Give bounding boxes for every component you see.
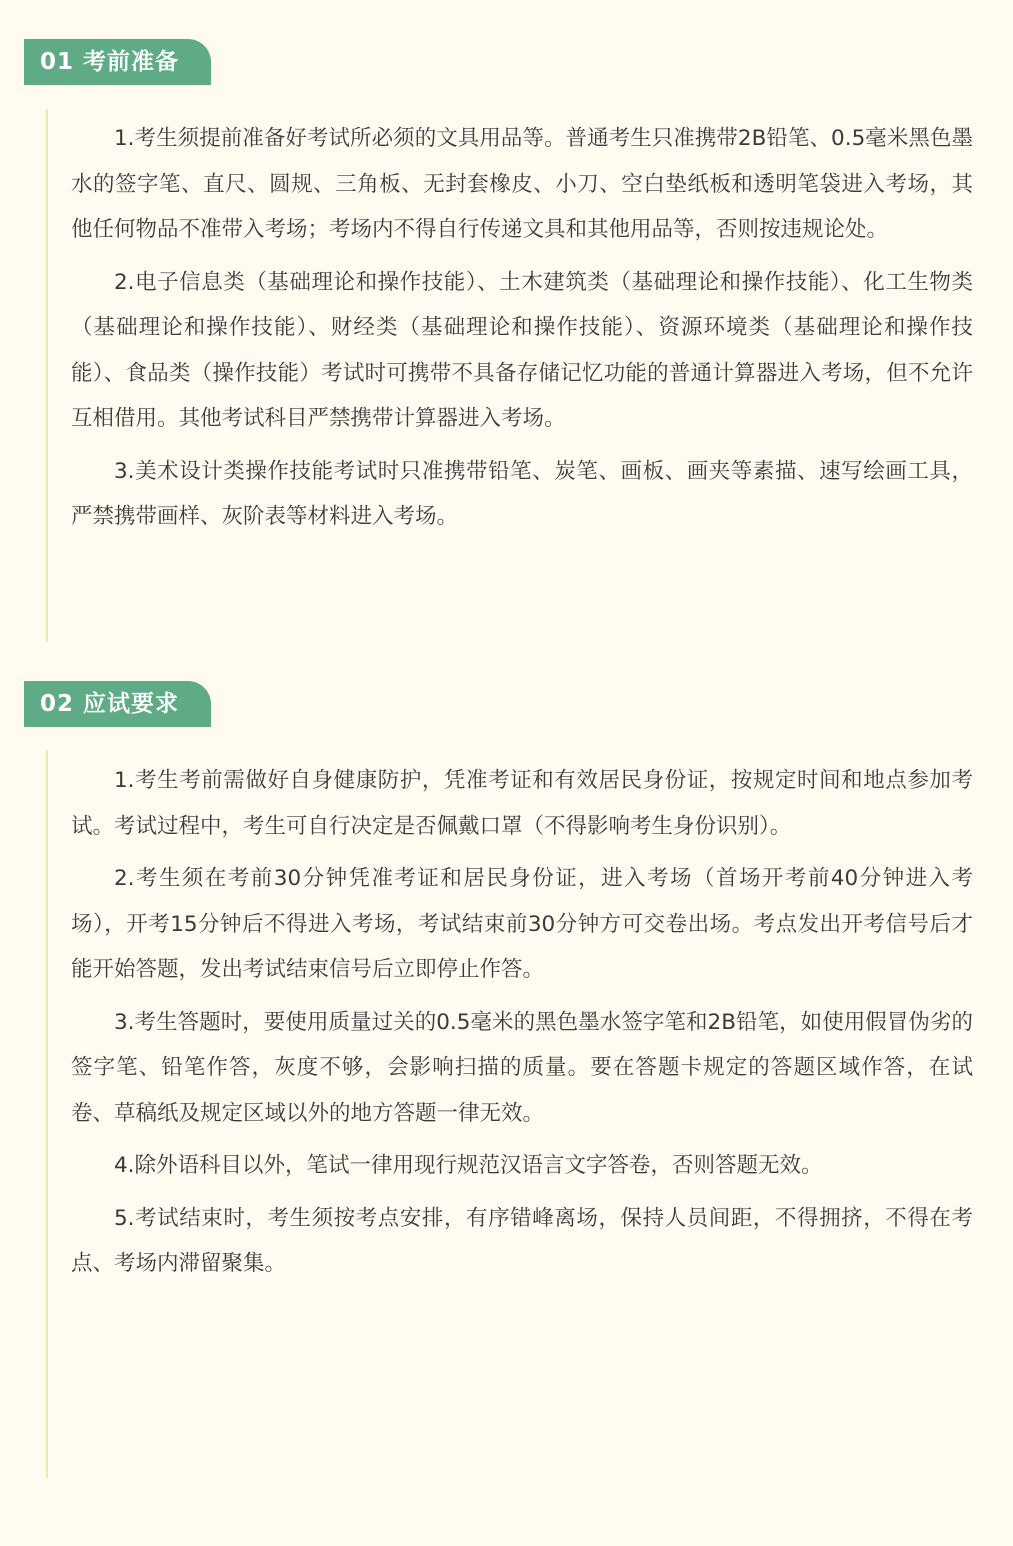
paragraph: 3.考生答题时，要使用质量过关的0.5毫米的黑色墨水签字笔和2B铅笔，如使用假冒伪劣的签字笔、铅笔作答，灰度不够，会影响扫描的质量。要在答题卡规定的答题区域作答，在试卷、草稿纸及规定区域以外的地方答题一律无效。 [71, 1009, 973, 1126]
paragraph: 4.除外语科目以外，笔试一律用现行规范汉语言文字答卷，否则答题无效。 [114, 1153, 823, 1178]
paragraph: 2.电子信息类（基础理论和操作技能）、土木建筑类（基础理论和操作技能）、化工生物类（基础理论和操作技能）、财经类（基础理论和操作技能）、资源环境类（基础理论和操作技能）、食品类（操作技能）考试时可携带不具备存储记忆功能的普通计算器进入考场，但不允许互相借用。其他考试科目严禁携带计算器进入考场。 [71, 269, 973, 431]
section-badge: 01 考前准备 [24, 39, 211, 85]
paragraph: 1.考生须提前准备好考试所必须的文具用品等。普通考生只准携带2B铅笔、0.5毫米黑色墨水的签字笔、直尺、圆规、三角板、无封套橡皮、小刀、空白垫纸板和透明笔袋进入考场，其他任何物品不准带入考场；考场内不得自行传递文具和其他用品等，否则按违规论处。 [71, 126, 973, 242]
section-content [46, 109, 1013, 642]
paragraph: 5.考试结束时，考生须按考点安排，有序错峰离场，保持人员间距，不得拥挤，不得在考点、考场内滞留聚集。 [71, 1205, 973, 1276]
section-content [46, 750, 1013, 1478]
paragraph: 3.美术设计类操作技能考试时只准携带铅笔、炭笔、画板、画夹等素描、速写绘画工具，严禁携带画样、灰阶表等材料进入考场。 [71, 458, 973, 529]
section-badge: 02 应试要求 [24, 681, 211, 727]
paragraph: 2.考生须在考前30分钟凭准考证和居民身份证，进入考场（首场开考前40分钟进入考场），开考15分钟后不得进入考场，考试结束前30分钟方可交卷出场。考点发出开考信号后才能开始答题，发出考试结束信号后立即停止作答。 [71, 866, 973, 982]
paragraph: 1.考生考前需做好自身健康防护，凭准考证和有效居民身份证，按规定时间和地点参加考试。考试过程中，考生可自行决定是否佩戴口罩（不得影响考生身份识别）。 [71, 768, 973, 839]
